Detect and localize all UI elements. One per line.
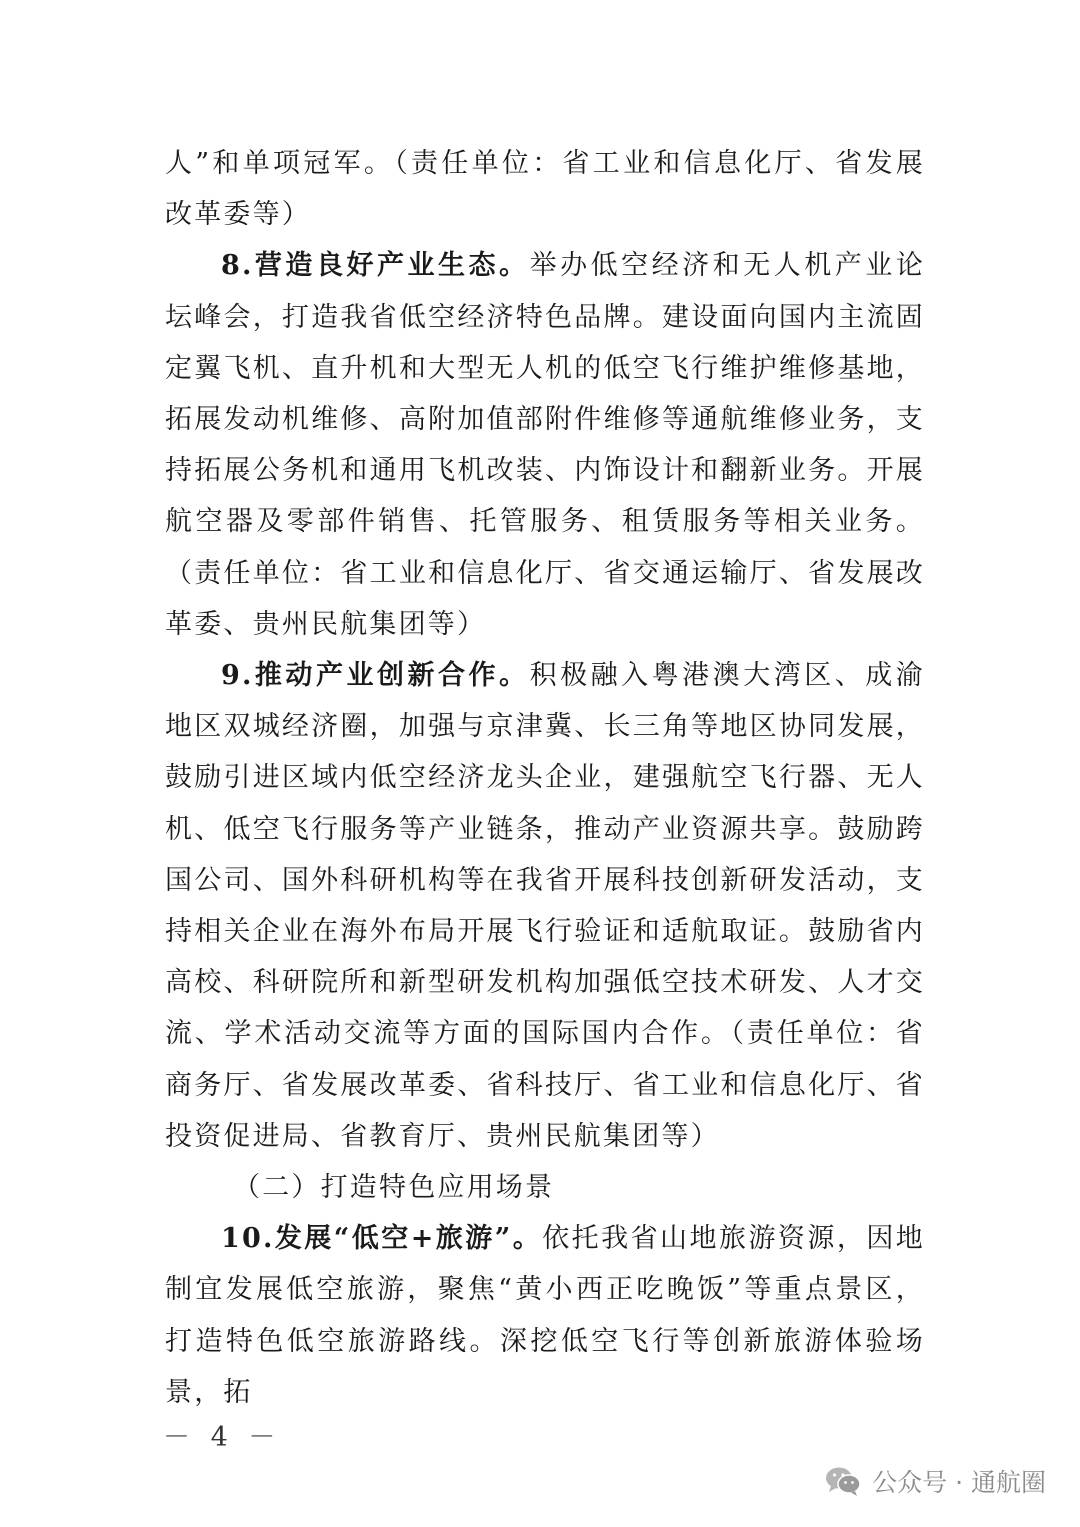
paragraph-item-10 [165,1213,925,1418]
document-body [165,138,925,1418]
subheading-text: （二）打造特色应用场景 [233,1172,555,1204]
page-number: － 4 － [163,1422,282,1453]
wechat-icon [824,1465,862,1497]
paragraph-text: 举办低空经济和无人机产业论坛峰会，打造我省低空经济特色品牌。建设面向国内主流固定翼飞机、直升机和大型无人机的低空飞行维护维修基地，拓展发动机维修、高附加值部附件维修等通航维修业务，支持拓展公务机和通用飞机改装、内饰设计和翻新业务。开展航空器及零部件销售、托管服务、租赁服务等相关业务。（责任单位：省工业和信息化厅、省交通运输厅、省发展改革委、贵州民航集团等） [165,250,925,640]
paragraph-item-8 [165,240,925,650]
section-subheading [165,1162,925,1213]
paragraph-item-9 [165,650,925,1162]
item-heading: 8.营造良好产业生态。 [221,250,530,282]
watermark-text: 公众号 · 通航圈 [872,1468,1046,1497]
item-heading: 10.发展“低空+旅游”。 [221,1223,543,1255]
item-heading: 9.推动产业创新合作。 [221,660,530,692]
paragraph-continuation [165,138,925,240]
paragraph-text: 人”和单项冠军。（责任单位：省工业和信息化厅、省发展改革委等） [165,148,925,231]
paragraph-text: 积极融入粤港澳大湾区、成渝地区双城经济圈，加强与京津冀、长三角等地区协同发展，鼓励引进区域内低空经济龙头企业，建强航空飞行器、无人机、低空飞行服务等产业链条，推动产业资源共享。鼓励跨国公司、国外科研机构等在我省开展科技创新研发活动，支持相关企业在海外布局开展飞行验证和适航取证。鼓励省内高校、科研院所和新型研发机构加强低空技术研发、人才交流、学术活动交流等方面的国际国内合作。（责任单位：省商务厅、省发展改革委、省科技厅、省工业和信息化厅、省投资促进局、省教育厅、贵州民航集团等） [165,660,925,1152]
watermark [824,1463,1046,1499]
paragraph-text: 依托我省山地旅游资源，因地制宜发展低空旅游，聚焦“黄小西正吃晚饭”等重点景区，打造特色低空旅游路线。深挖低空飞行等创新旅游体验场景，拓 [165,1223,925,1408]
